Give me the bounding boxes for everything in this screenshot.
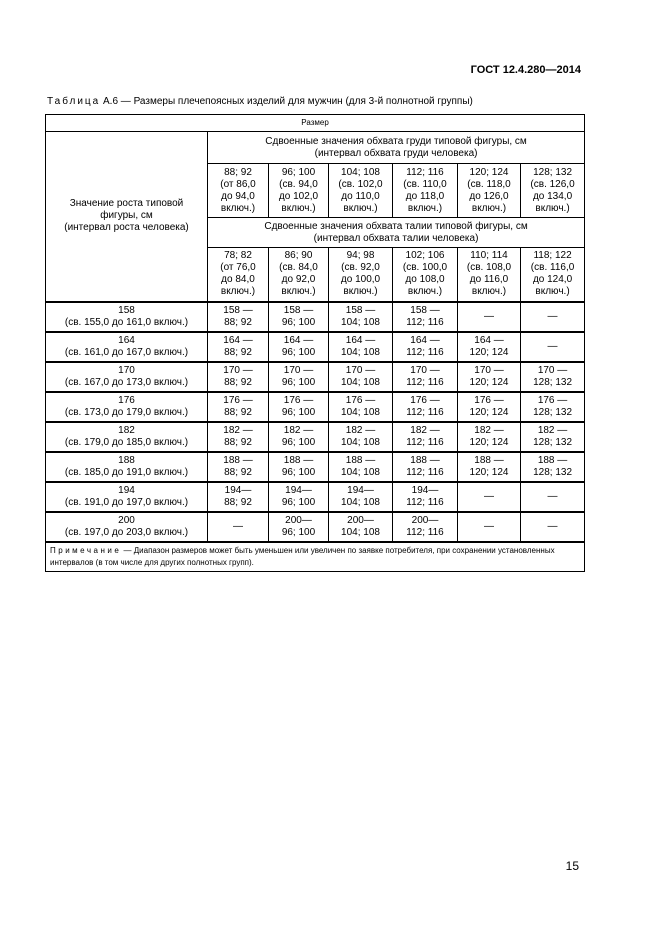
chest-column: 120; 124 (св. 118,0 до 126,0 включ.) <box>458 164 521 218</box>
note-text: — Диапазон размеров может быть уменьшен или увеличен по заявке потребителя, при сохранении установленных интервалов (в том числе для других полнотных групп). <box>50 545 555 567</box>
size-cell: — <box>521 512 585 542</box>
height-value: 200 (св. 197,0 до 203,0 включ.) <box>46 512 208 542</box>
table-row <box>46 512 585 542</box>
size-cell: — <box>208 512 269 542</box>
size-cell: 188 — 88; 92 <box>208 452 269 482</box>
size-cell: 194— 88; 92 <box>208 482 269 512</box>
height-value: 194 (св. 191,0 до 197,0 включ.) <box>46 482 208 512</box>
height-value: 164 (св. 161,0 до 167,0 включ.) <box>46 332 208 362</box>
size-cell: 176 — 104; 108 <box>329 392 393 422</box>
size-cell: 200— 112; 116 <box>393 512 458 542</box>
waist-column: 78; 82 (от 76,0 до 84,0 включ.) <box>208 248 269 302</box>
size-cell: 194— 104; 108 <box>329 482 393 512</box>
chest-column: 112; 116 (св. 110,0 до 118,0 включ.) <box>393 164 458 218</box>
table-caption <box>47 96 473 107</box>
height-value: 170 (св. 167,0 до 173,0 включ.) <box>46 362 208 392</box>
size-cell: 188 — 96; 100 <box>269 452 329 482</box>
size-cell: — <box>458 512 521 542</box>
size-cell: 176 — 112; 116 <box>393 392 458 422</box>
size-cell: 170 — 128; 132 <box>521 362 585 392</box>
height-value: 188 (св. 185,0 до 191,0 включ.) <box>46 452 208 482</box>
size-header: Размер <box>46 115 585 132</box>
page-number: 15 <box>565 859 579 873</box>
size-cell: — <box>521 302 585 332</box>
size-cell: 182 — 104; 108 <box>329 422 393 452</box>
table-row <box>46 392 585 422</box>
size-cell: 158 — 104; 108 <box>329 302 393 332</box>
size-cell: 164 — 112; 116 <box>393 332 458 362</box>
size-cell: — <box>458 302 521 332</box>
table-row <box>46 422 585 452</box>
size-cell: 170 — 112; 116 <box>393 362 458 392</box>
standard-designation: ГОСТ 12.4.280—2014 <box>470 64 581 76</box>
chest-column: 104; 108 (св. 102,0 до 110,0 включ.) <box>329 164 393 218</box>
chest-header: Сдвоенные значения обхвата груди типовой фигуры, см (интервал обхвата груди человека) <box>208 132 585 164</box>
table-row <box>46 302 585 332</box>
table-row <box>46 452 585 482</box>
size-cell: 182 — 120; 124 <box>458 422 521 452</box>
size-cell: 176 — 128; 132 <box>521 392 585 422</box>
size-cell: 188 — 112; 116 <box>393 452 458 482</box>
size-cell: 158 — 112; 116 <box>393 302 458 332</box>
size-cell: 170 — 88; 92 <box>208 362 269 392</box>
waist-header: Сдвоенные значения обхвата талии типовой фигуры, см (интервал обхвата талии человека) <box>208 218 585 248</box>
size-cell: 170 — 120; 124 <box>458 362 521 392</box>
size-cell: 158 — 96; 100 <box>269 302 329 332</box>
table-note <box>46 542 585 572</box>
caption-label: Таблица <box>47 96 101 107</box>
size-table <box>45 114 585 572</box>
size-cell: 182 — 128; 132 <box>521 422 585 452</box>
table-row <box>46 332 585 362</box>
size-cell: 182 — 96; 100 <box>269 422 329 452</box>
height-value: 158 (св. 155,0 до 161,0 включ.) <box>46 302 208 332</box>
caption-text: — Размеры плечепоясных изделий для мужчин (для 3-й полнотной группы) <box>120 96 473 107</box>
size-cell: 176 — 96; 100 <box>269 392 329 422</box>
size-cell: 176 — 88; 92 <box>208 392 269 422</box>
size-cell: 188 — 128; 132 <box>521 452 585 482</box>
waist-column: 102; 106 (св. 100,0 до 108,0 включ.) <box>393 248 458 302</box>
waist-column: 110; 114 (св. 108,0 до 116,0 включ.) <box>458 248 521 302</box>
size-cell: — <box>521 332 585 362</box>
size-cell: 164 — 88; 92 <box>208 332 269 362</box>
waist-column: 94; 98 (св. 92,0 до 100,0 включ.) <box>329 248 393 302</box>
table-row <box>46 482 585 512</box>
size-cell: 188 — 104; 108 <box>329 452 393 482</box>
chest-column: 96; 100 (св. 94,0 до 102,0 включ.) <box>269 164 329 218</box>
size-cell: 194— 96; 100 <box>269 482 329 512</box>
size-cell: 194— 112; 116 <box>393 482 458 512</box>
waist-column: 118; 122 (св. 116,0 до 124,0 включ.) <box>521 248 585 302</box>
size-cell: 176 — 120; 124 <box>458 392 521 422</box>
size-cell: — <box>521 482 585 512</box>
size-cell: 200— 104; 108 <box>329 512 393 542</box>
height-value: 182 (св. 179,0 до 185,0 включ.) <box>46 422 208 452</box>
table-row <box>46 362 585 392</box>
size-cell: 164 — 96; 100 <box>269 332 329 362</box>
size-cell: — <box>458 482 521 512</box>
size-cell: 182 — 88; 92 <box>208 422 269 452</box>
size-cell: 164 — 104; 108 <box>329 332 393 362</box>
chest-column: 88; 92 (от 86,0 до 94,0 включ.) <box>208 164 269 218</box>
size-cell: 182 — 112; 116 <box>393 422 458 452</box>
size-cell: 158 — 88; 92 <box>208 302 269 332</box>
size-cell: 170 — 96; 100 <box>269 362 329 392</box>
table-body <box>46 302 585 542</box>
height-value: 176 (св. 173,0 до 179,0 включ.) <box>46 392 208 422</box>
size-cell: 170 — 104; 108 <box>329 362 393 392</box>
height-header: Значение роста типовой фигуры, см (интервал роста человека) <box>46 132 208 302</box>
size-cell: 200— 96; 100 <box>269 512 329 542</box>
size-cell: 188 — 120; 124 <box>458 452 521 482</box>
caption-number: А.6 <box>103 96 119 107</box>
size-cell: 164 — 120; 124 <box>458 332 521 362</box>
waist-column: 86; 90 (св. 84,0 до 92,0 включ.) <box>269 248 329 302</box>
chest-column: 128; 132 (св. 126,0 до 134,0 включ.) <box>521 164 585 218</box>
note-label: Примечание <box>50 545 122 555</box>
